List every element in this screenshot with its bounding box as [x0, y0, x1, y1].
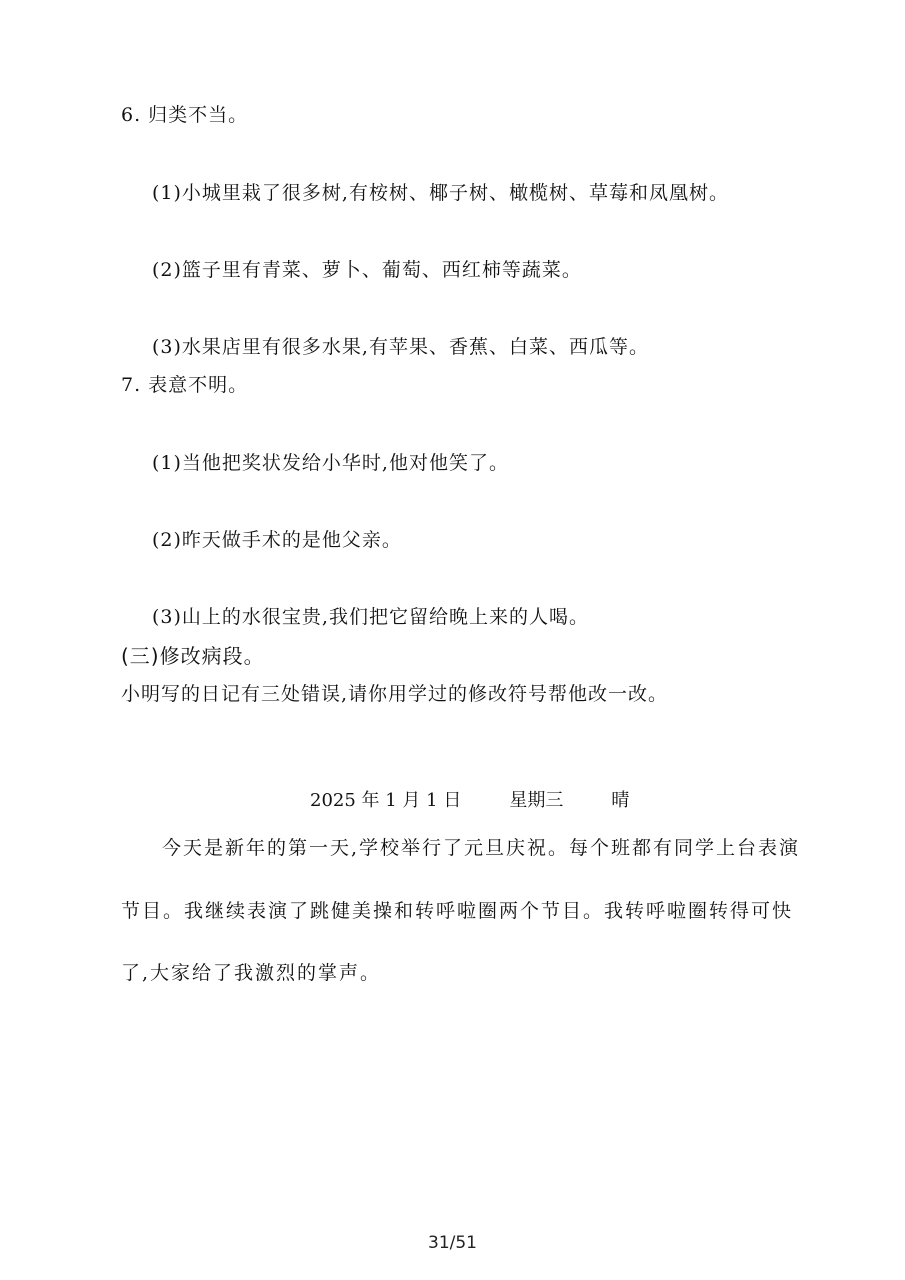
section-7-heading: 7. 表意不明。 [121, 374, 249, 396]
diary-weather: 晴 [611, 790, 630, 811]
section-7-item-2: (2)昨天做手术的是他父亲。 [152, 529, 402, 551]
diary-date: 2025 年 1 月 1 日 [310, 790, 462, 811]
diary-weekday: 星期三 [509, 790, 564, 811]
section-6-item-1: (1)小城里栽了很多树,有桉树、椰子树、橄榄树、草莓和凤凰树。 [152, 182, 729, 204]
section-7-item-1: (1)当他把奖状发给小华时,他对他笑了。 [152, 452, 509, 474]
diary-line-3: 了,大家给了我激烈的掌声。 [121, 962, 382, 984]
page-number: 31/51 [428, 1233, 477, 1253]
diary-date-line [310, 789, 629, 813]
section-6-item-3: (3)水果店里有很多水果,有苹果、香蕉、白菜、西瓜等。 [152, 336, 649, 358]
part-3-title: (三)修改病段。 [121, 644, 265, 668]
section-6-item-2: (2)篮子里有青菜、萝卜、葡萄、西红柿等蔬菜。 [152, 259, 582, 281]
diary-line-1: 今天是新年的第一天,学校举行了元旦庆祝。每个班都有同学上台表演 [162, 837, 801, 859]
part-3-instruction: 小明写的日记有三处错误,请你用学过的修改符号帮他改一改。 [121, 683, 669, 705]
diary-line-2: 节目。我继续表演了跳健美操和转呼啦圈两个节目。我转呼啦圈转得可快 [121, 900, 794, 922]
section-7-item-3: (3)山上的水很宝贵,我们把它留给晚上来的人喝。 [152, 606, 589, 628]
section-6-heading: 6. 归类不当。 [121, 104, 249, 126]
